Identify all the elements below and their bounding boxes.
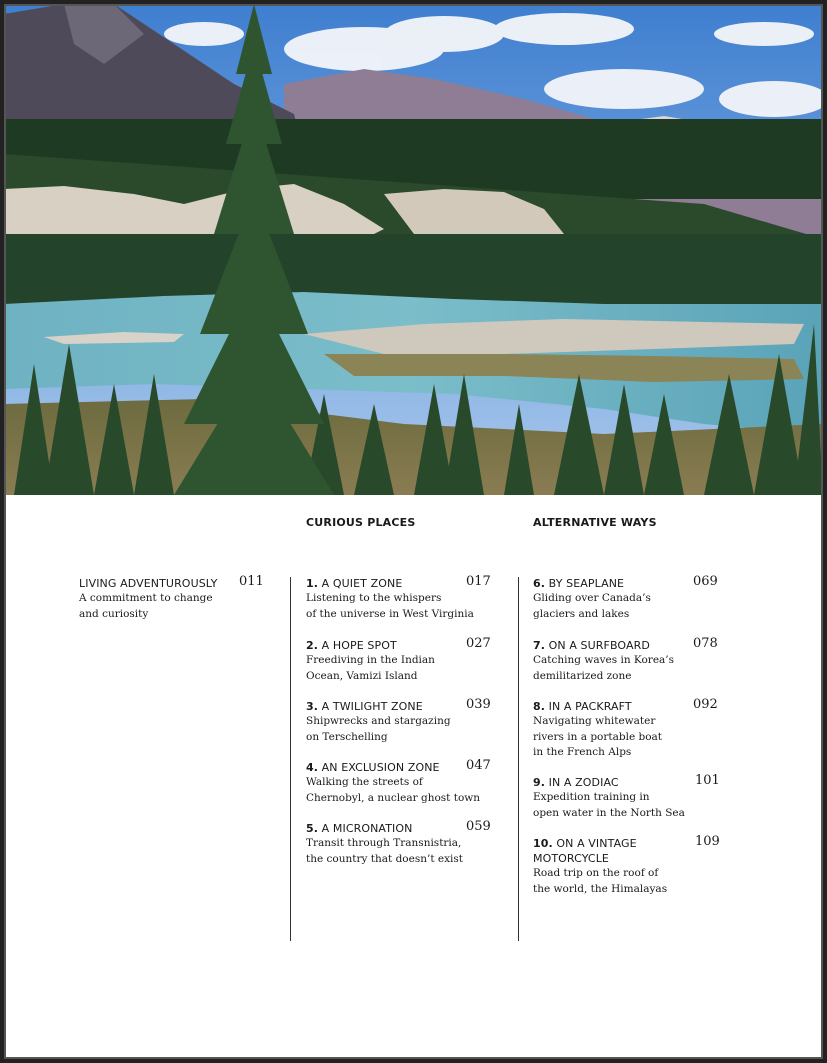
toc-entry-title: 3. A TWILIGHT ZONE (306, 700, 423, 713)
toc-entry-desc: Gliding over Canada’s (533, 592, 651, 604)
toc-entry-desc: Shipwrecks and stargazing (306, 715, 451, 727)
toc-entry-page: 027 (466, 636, 491, 651)
toc-entry-page: 069 (693, 574, 718, 589)
toc-entry-page: 059 (466, 819, 491, 834)
column-divider (518, 577, 519, 941)
toc-entry-desc: A commitment to change (79, 592, 213, 604)
toc-entry-number: 3. (306, 700, 319, 713)
toc-entry-number: 10. (533, 837, 553, 850)
section-heading-alternative-ways: ALTERNATIVE WAYS (533, 516, 657, 529)
toc-entry-page: 101 (695, 773, 720, 788)
toc-entry-desc: Ocean, Vamizi Island (306, 669, 418, 682)
column-divider (290, 577, 291, 941)
toc-entry[interactable] (306, 760, 492, 806)
toc-entry-desc: the country that doesn’t exist (306, 852, 463, 865)
section-heading-curious-places: CURIOUS PLACES (306, 516, 416, 529)
toc-entry-desc: Freediving in the Indian (306, 654, 435, 666)
toc-entry-page: 047 (466, 758, 491, 773)
toc-entry[interactable] (533, 836, 719, 897)
toc-entry-desc: Chernobyl, a nuclear ghost town (306, 791, 481, 804)
toc-entry-title: 10. ON A VINTAGE (533, 837, 637, 850)
toc-entry-page: 039 (466, 697, 491, 712)
toc-entry[interactable] (533, 699, 719, 761)
toc-entry-desc: glaciers and lakes (533, 607, 630, 620)
toc-entry-desc: Expedition training in (533, 791, 650, 803)
toc-entry-page: 092 (693, 697, 718, 712)
toc-entry-desc: Walking the streets of (306, 776, 423, 788)
toc-entry-title-line2: MOTORCYCLE (533, 852, 609, 865)
toc-entry[interactable] (306, 576, 492, 622)
toc-entry-number: 7. (533, 639, 546, 652)
toc-entry[interactable] (533, 638, 719, 684)
toc-entry-desc: and curiosity (79, 607, 149, 620)
toc-entry[interactable] (306, 638, 492, 684)
toc-entry[interactable] (533, 576, 719, 622)
toc-entry-title: 9. IN A ZODIAC (533, 776, 619, 789)
toc-entry-title: 1. A QUIET ZONE (306, 577, 403, 590)
toc-entry-title: LIVING ADVENTUROUSLY (79, 577, 218, 590)
toc-entry[interactable] (306, 699, 492, 745)
toc-entry-desc: Road trip on the roof of (533, 867, 659, 879)
toc-entry-desc: in the French Alps (533, 746, 632, 758)
toc-entry[interactable] (306, 821, 492, 867)
toc-entry-number: 5. (306, 822, 319, 835)
toc-entry-desc: on Terschelling (306, 730, 388, 743)
toc-entry-number: 6. (533, 577, 546, 590)
toc-entry-title: 2. A HOPE SPOT (306, 639, 397, 652)
toc-entry-title: 6. BY SEAPLANE (533, 577, 625, 590)
toc-entry-title: 5. A MICRONATION (306, 822, 413, 835)
toc-entry-number: 1. (306, 577, 319, 590)
toc-entry-number: 8. (533, 700, 546, 713)
toc-entry-desc: open water in the North Sea (533, 806, 685, 819)
toc-entry-page: 011 (239, 574, 264, 589)
toc-entry-title: 4. AN EXCLUSION ZONE (306, 761, 440, 774)
toc-entry-number: 2. (306, 639, 319, 652)
toc-entry[interactable] (533, 775, 719, 821)
landscape-photo (4, 4, 823, 495)
toc-entry-desc: demilitarized zone (533, 669, 632, 682)
toc-entry-desc: Listening to the whispers (306, 592, 442, 604)
toc-entry-desc: rivers in a portable boat (533, 730, 663, 743)
toc-entry-desc: of the universe in West Virginia (306, 607, 474, 620)
toc-entry-title: 8. IN A PACKRAFT (533, 700, 632, 713)
toc-entry-desc: Navigating whitewater (533, 715, 656, 727)
toc-entry-number: 4. (306, 761, 319, 774)
toc-entry-page: 017 (466, 574, 491, 589)
toc-entry-desc: the world, the Himalayas (533, 882, 668, 895)
toc-entry-page: 109 (695, 834, 720, 849)
toc-entry-page: 078 (693, 636, 718, 651)
toc-entry-desc: Transit through Transnistria, (306, 837, 462, 849)
toc-entry-title: 7. ON A SURFBOARD (533, 639, 650, 652)
toc-entry-desc: Catching waves in Korea’s (533, 654, 675, 666)
toc-entry-number: 9. (533, 776, 546, 789)
toc-entry-intro[interactable] (79, 576, 264, 622)
